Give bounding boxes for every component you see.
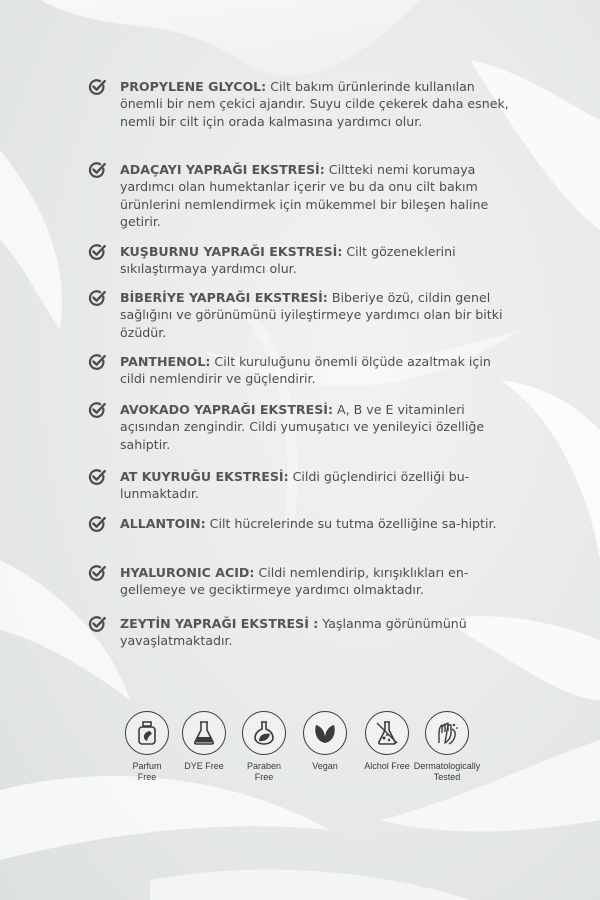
- hands-icon: [425, 711, 469, 755]
- check-circle-icon: [88, 564, 106, 582]
- ingredient-description: [120, 161, 520, 230]
- ingredient-text: Cildi güçlendirici özelliği bu-lunmaktadır.: [120, 469, 470, 502]
- ingredient-text: Cilt hücrelerinde su tutma özelliğine sa-hiptir.: [205, 516, 497, 531]
- leaves-icon: [303, 711, 347, 755]
- check-circle-icon: [88, 401, 106, 419]
- badge-label: Parfum Free: [132, 761, 162, 782]
- ingredient-name: BİBERİYE YAPRAĞI EKSTRESİ:: [120, 290, 328, 305]
- ingredient-item: [88, 401, 520, 453]
- ingredient-description: [120, 78, 520, 130]
- ingredient-description: [120, 615, 520, 650]
- ingredient-item: [88, 615, 520, 650]
- ingredient-description: [120, 564, 520, 599]
- ingredient-text: Cilt gözeneklerini sıkılaştırmaya yardımcı olur.: [120, 244, 456, 277]
- ingredient-description: [120, 289, 520, 341]
- ingredient-name: PANTHENOL:: [120, 354, 211, 369]
- badge-label: Vegan: [312, 761, 338, 771]
- ingredient-description: [120, 401, 520, 453]
- ingredient-text: Cilt bakım ürünlerinde kullanılan önemli bir nem çekici ajandır. Suyu cilde çekerek daha esnek, nemli bir cilt için orada kalmasına yardımcı olur.: [120, 79, 509, 129]
- ingredient-name: PROPYLENE GLYCOL:: [120, 79, 267, 94]
- ingredient-name: HYALURONIC ACID:: [120, 565, 255, 580]
- flask-icon: [182, 711, 226, 755]
- badge-dermatologically-tested: [413, 711, 481, 783]
- beaker-icon: [365, 711, 409, 755]
- ingredient-text: Ciltteki nemi korumaya yardımcı olan humektanlar içerir ve bu da onu cilt bakım ürünlerini nemlendirmek için mükemmel bir bileşen haline getirir.: [120, 162, 489, 229]
- badge-label: Paraben Free: [246, 761, 282, 782]
- ingredient-description: [120, 353, 520, 388]
- check-circle-icon: [88, 289, 106, 307]
- leaf-flask-icon: [242, 711, 286, 755]
- check-circle-icon: [88, 353, 106, 371]
- perfume-bottle-icon: [125, 711, 169, 755]
- check-circle-icon: [88, 615, 106, 633]
- ingredient-description: [120, 515, 520, 532]
- ingredient-text: Yaşlanma görünümünü yavaşlatmaktadır.: [120, 616, 467, 649]
- ingredient-item: [88, 161, 520, 230]
- ingredient-item: [88, 78, 520, 130]
- badge-alchol-free: [357, 711, 417, 772]
- check-circle-icon: [88, 161, 106, 179]
- badge-parfum-free: [117, 711, 177, 783]
- free-from-badges: [117, 711, 497, 811]
- ingredient-item: [88, 243, 520, 278]
- ingredient-description: [120, 468, 520, 503]
- ingredient-text: Biberiye özü, cildin genel sağlığını ve görünümünü iyileştirmeye yardımcı olan bir bitki özüdür.: [120, 290, 503, 340]
- badge-vegan: [295, 711, 355, 772]
- ingredient-item: [88, 289, 520, 341]
- ingredient-item: [88, 564, 520, 599]
- ingredient-name: AT KUYRUĞU EKSTRESİ:: [120, 469, 289, 484]
- badge-label: Dermatologically Tested: [413, 761, 481, 782]
- badge-paraben-free: [234, 711, 294, 783]
- badge-label: Alchol Free: [364, 761, 410, 771]
- ingredient-description: [120, 243, 520, 278]
- ingredient-name: KUŞBURNU YAPRAĞI EKSTRESİ:: [120, 244, 343, 259]
- badge-label: DYE Free: [184, 761, 224, 771]
- badge-dye-free: [174, 711, 234, 772]
- check-circle-icon: [88, 515, 106, 533]
- check-circle-icon: [88, 468, 106, 486]
- ingredient-name: ADAÇAYI YAPRAĞI EKSTRESİ:: [120, 162, 325, 177]
- check-circle-icon: [88, 243, 106, 261]
- ingredient-item: [88, 468, 520, 503]
- ingredient-name: ALLANTOIN:: [120, 516, 206, 531]
- ingredient-item: [88, 515, 520, 532]
- ingredient-name: ZEYTİN YAPRAĞI EKSTRESİ :: [120, 616, 319, 631]
- ingredient-text: Cildi nemlendirip, kırışıklıkları en-gellemeye ve geciktirmeye yardımcı olmaktadır.: [120, 565, 469, 598]
- ingredient-item: [88, 353, 520, 388]
- ingredient-name: AVOKADO YAPRAĞI EKSTRESİ:: [120, 402, 334, 417]
- check-circle-icon: [88, 78, 106, 96]
- ingredient-text: A, B ve E vitaminleri açısından zengindir. Cildi yumuşatıcı ve yenileyici özelliğe sahiptir.: [120, 402, 485, 452]
- ingredient-text: Cilt kuruluğunu önemli ölçüde azaltmak için cildi nemlendirir ve güçlendirir.: [120, 354, 491, 387]
